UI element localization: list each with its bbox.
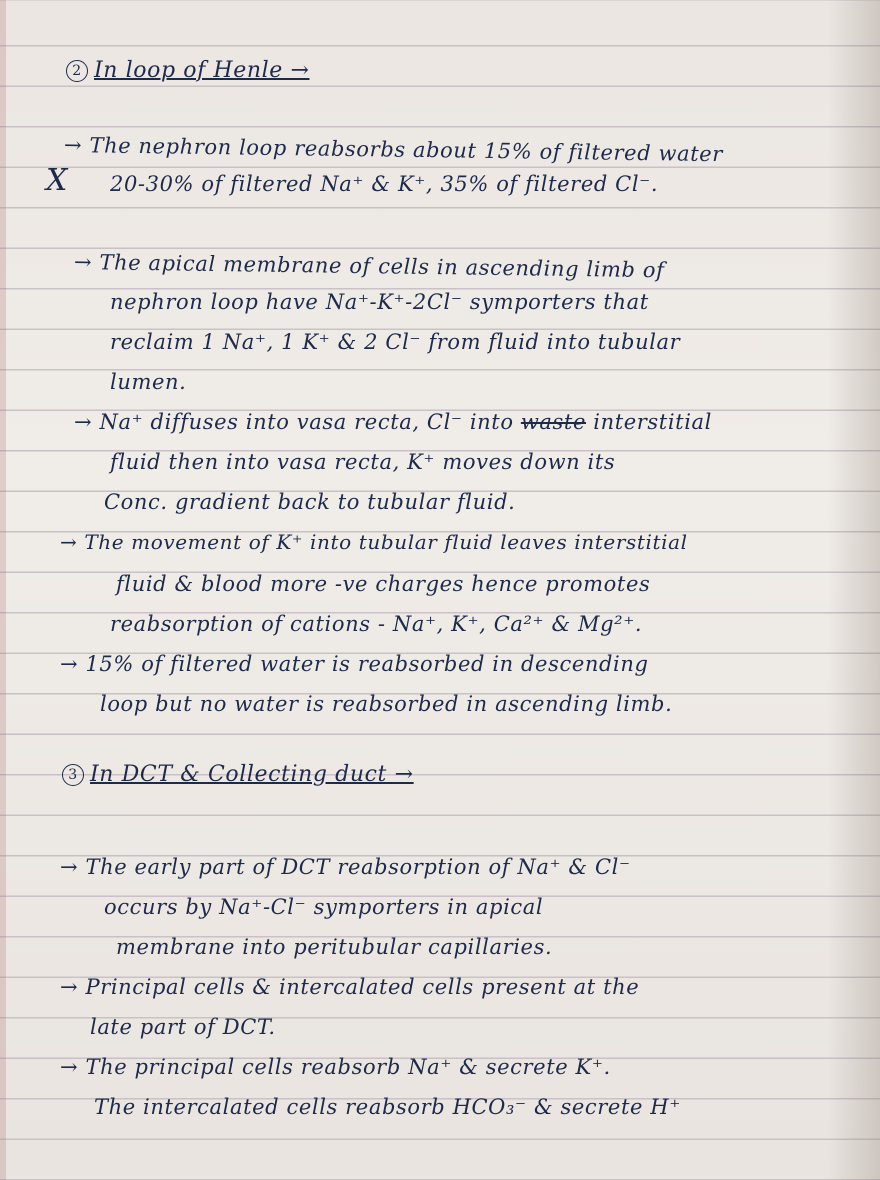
section-heading-dct	[62, 762, 414, 787]
note-line: reabsorption of cations - Na⁺, K⁺, Ca²⁺ & Mg²⁺.	[110, 612, 643, 636]
section-number: 2	[66, 60, 88, 82]
section-heading-loop-of-henle	[66, 58, 310, 83]
note-line	[74, 410, 712, 434]
cross-mark-icon: X	[46, 163, 68, 198]
note-line: membrane into peritubular capillaries.	[116, 935, 553, 959]
note-line: occurs by Na⁺-Cl⁻ symporters in apical	[104, 895, 544, 919]
note-line: → The early part of DCT reabsorption of Na⁺ & Cl⁻	[60, 855, 631, 879]
note-text: → Na⁺ diffuses into vasa recta, Cl⁻ into	[74, 410, 514, 434]
note-text: interstitial	[593, 410, 712, 434]
note-line: nephron loop have Na⁺-K⁺-2Cl⁻ symporters that	[110, 290, 649, 314]
note-line: 20-30% of filtered Na⁺ & K⁺, 35% of filtered Cl⁻.	[110, 172, 659, 196]
note-line: → The movement of K⁺ into tubular fluid leaves interstitial	[60, 530, 688, 554]
note-line: Conc. gradient back to tubular fluid.	[104, 490, 516, 514]
note-line: The intercalated cells reabsorb HCO₃⁻ & secrete H⁺	[94, 1095, 681, 1119]
section-number: 3	[62, 764, 84, 786]
note-line: loop but no water is reabsorbed in ascending limb.	[100, 692, 673, 716]
note-line: → The apical membrane of cells in ascending limb of	[73, 250, 665, 283]
note-line: fluid & blood more -ve charges hence promotes	[116, 572, 651, 596]
page-margin	[0, 0, 6, 1180]
note-line: → The principal cells reabsorb Na⁺ & secrete K⁺.	[60, 1055, 611, 1079]
note-line: late part of DCT.	[90, 1015, 276, 1039]
note-line: → The nephron loop reabsorbs about 15% of filtered water	[63, 133, 724, 167]
note-line: fluid then into vasa recta, K⁺ moves down its	[110, 450, 616, 474]
note-line: lumen.	[110, 370, 187, 394]
note-line: → 15% of filtered water is reabsorbed in descending	[60, 652, 649, 676]
heading-text: In DCT & Collecting duct →	[90, 762, 414, 787]
struck-word: waste	[520, 410, 586, 434]
note-line: → Principal cells & intercalated cells present at the	[60, 975, 640, 999]
note-line: reclaim 1 Na⁺, 1 K⁺ & 2 Cl⁻ from fluid into tubular	[110, 330, 681, 354]
heading-text: In loop of Henle →	[94, 58, 310, 83]
